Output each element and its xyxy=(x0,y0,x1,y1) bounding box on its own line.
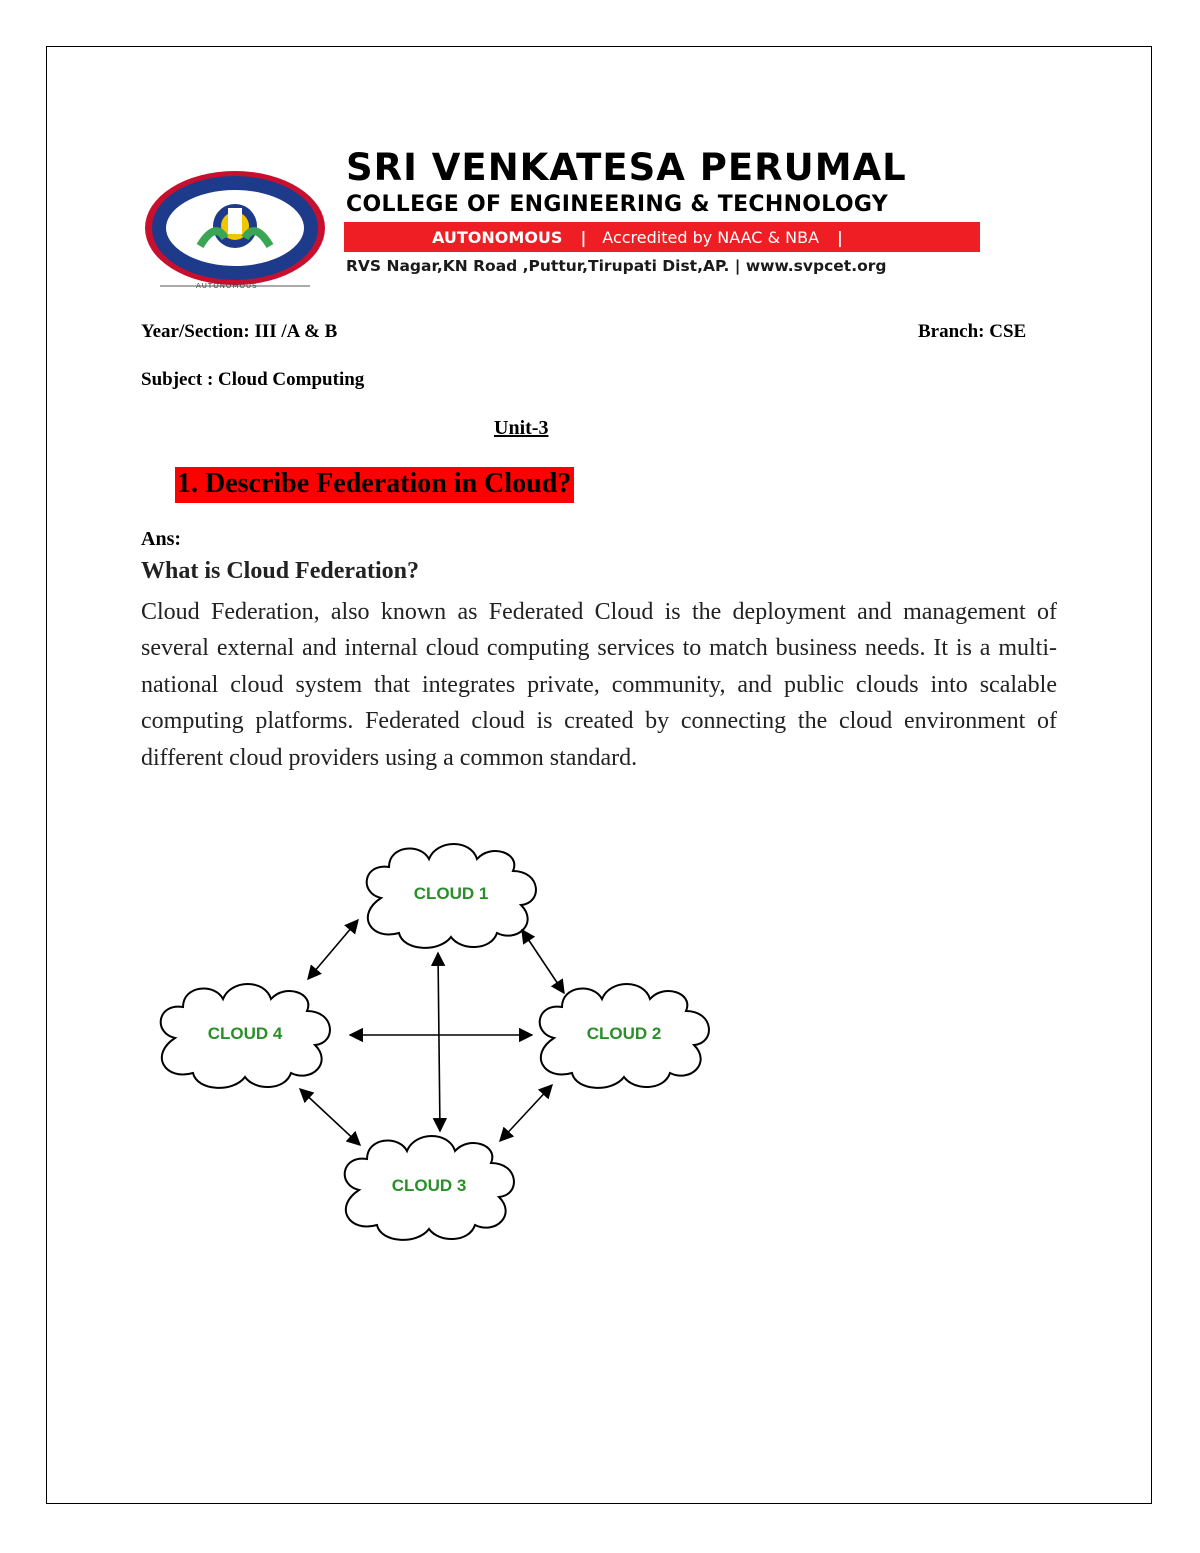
band-separator: | xyxy=(837,227,843,247)
year-section: Year/Section: III /A & B xyxy=(141,321,338,342)
band-separator: | xyxy=(580,227,587,247)
question-heading: 1. Describe Federation in Cloud? xyxy=(175,467,574,503)
arrow-cloud1-cloud3 xyxy=(438,953,440,1131)
college-subtitle: COLLEGE OF ENGINEERING & TECHNOLOGY xyxy=(346,192,888,217)
accreditation-autonomous: AUTONOMOUS xyxy=(432,227,563,247)
logo-caption: AUTONOMOUS xyxy=(196,282,258,290)
college-address: RVS Nagar,KN Road ,Puttur,Tirupati Dist,AP. | www.svpcet.org xyxy=(346,257,887,275)
cloud-1 xyxy=(367,844,536,948)
cloud-4-label: CLOUD 4 xyxy=(207,1024,283,1043)
answer-label: Ans: xyxy=(141,528,182,550)
cloud-1-label: CLOUD 1 xyxy=(413,884,489,903)
subject: Subject : Cloud Computing xyxy=(141,369,365,390)
cloud-3-label: CLOUD 3 xyxy=(391,1176,467,1195)
cloud-2 xyxy=(540,984,709,1088)
cloud-2-label: CLOUD 2 xyxy=(586,1024,662,1043)
arrow-cloud1-cloud2 xyxy=(522,930,564,993)
answer-body: Cloud Federation, also known as Federated Cloud is the deployment and management of several external and internal cloud computing services to match business needs. It is a multi-national cloud system that integrates private, community, and public clouds into scalable computing platforms. Federated cloud is created by connecting the cloud environment of different cloud providers using a common standard. xyxy=(141,599,1057,771)
cloud-federation-diagram xyxy=(150,835,730,1245)
college-logo xyxy=(140,168,330,293)
branch: Branch: CSE xyxy=(918,321,1027,342)
college-name: SRI VENKATESA PERUMAL xyxy=(346,146,907,189)
answer-heading: What is Cloud Federation? xyxy=(141,558,420,584)
cloud-3 xyxy=(345,1136,514,1240)
arrow-cloud2-cloud3 xyxy=(500,1085,552,1141)
accreditation-naac: Accredited by NAAC & NBA xyxy=(602,227,820,247)
cloud-4 xyxy=(161,984,330,1088)
arrow-cloud4-cloud1 xyxy=(308,920,358,979)
accreditation-band xyxy=(344,222,980,252)
arrow-cloud4-cloud3 xyxy=(300,1089,360,1145)
unit-title: Unit-3 xyxy=(494,417,549,439)
